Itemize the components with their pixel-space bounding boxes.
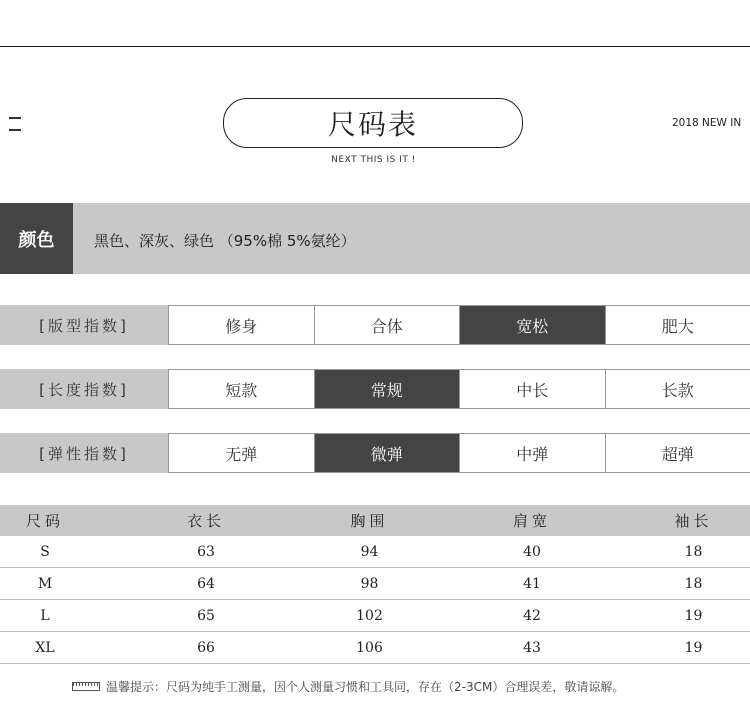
size-note-text: 温馨提示：尺码为纯手工测量，因个人测量习惯和工具同，存在（2-3CM）合理误差，敬请谅解。 — [106, 680, 625, 694]
ruler-icon — [72, 682, 100, 691]
cell-chest: 98 — [360, 575, 379, 592]
cell-shoulder: 42 — [523, 607, 541, 624]
cell-shoulder: 41 — [523, 575, 541, 592]
option-no-stretch: 无弹 — [225, 444, 258, 464]
header-sleeve: 袖长 — [674, 512, 713, 530]
top-divider — [0, 46, 750, 47]
cell-shoulder: 40 — [523, 543, 541, 560]
table-row — [0, 568, 750, 600]
cell-size: S — [40, 543, 50, 560]
page-subtitle: NEXT THIS IS IT ! — [331, 155, 416, 165]
option-slim: 修身 — [225, 316, 258, 336]
table-row — [0, 632, 750, 664]
color-label-text: 颜色 — [18, 229, 55, 251]
size-table-header — [0, 505, 750, 536]
cell-length: 65 — [197, 607, 215, 624]
cell-size: XL — [35, 639, 55, 656]
header-chest: 胸围 — [350, 512, 389, 530]
cell-chest: 94 — [360, 543, 379, 560]
option-regular-fit: 合体 — [314, 306, 460, 344]
index-label-stretch: [弹性指数] — [0, 433, 168, 473]
table-row — [0, 600, 750, 632]
cell-sleeve: 18 — [684, 543, 703, 560]
table-row — [0, 536, 750, 568]
size-note — [72, 678, 624, 695]
cell-length: 63 — [197, 543, 215, 560]
option-slight-stretch: 微弹 — [314, 434, 460, 472]
page-title — [223, 98, 523, 148]
option-standard-length: 常规 — [314, 370, 460, 408]
option-short: 短款 — [225, 380, 258, 400]
size-table — [0, 505, 750, 664]
cell-sleeve: 19 — [684, 607, 703, 624]
color-label — [0, 203, 73, 274]
new-in-badge: 2018 NEW IN — [672, 117, 742, 129]
menu-mark-icon — [9, 117, 21, 131]
index-options-length — [168, 369, 750, 409]
cell-length: 64 — [197, 575, 215, 592]
cell-length: 66 — [197, 639, 215, 656]
cell-sleeve: 19 — [684, 639, 703, 656]
option-mid-length: 中长 — [459, 370, 605, 408]
cell-shoulder: 43 — [523, 639, 541, 656]
index-row-fit — [0, 305, 750, 345]
cell-chest: 102 — [356, 607, 383, 624]
color-value: 黑色、深灰、绿色 （95%棉 5%氨纶） — [94, 232, 356, 250]
header-length: 衣长 — [186, 512, 225, 530]
cell-chest: 106 — [356, 639, 383, 656]
option-high-stretch: 超弹 — [605, 434, 750, 472]
header-size: 尺码 — [26, 512, 65, 530]
cell-sleeve: 18 — [684, 575, 703, 592]
index-label-fit: [版型指数] — [0, 305, 168, 345]
cell-size: L — [40, 607, 50, 624]
index-options-fit — [168, 305, 750, 345]
cell-size: M — [37, 575, 53, 592]
option-long: 长款 — [605, 370, 750, 408]
option-loose: 宽松 — [459, 306, 605, 344]
page-title-text: 尺码表 — [327, 108, 418, 141]
option-medium-stretch: 中弹 — [459, 434, 605, 472]
option-oversize: 肥大 — [605, 306, 750, 344]
index-options-stretch — [168, 433, 750, 473]
index-label-length: [长度指数] — [0, 369, 168, 409]
index-row-stretch — [0, 433, 750, 473]
header-shoulder: 肩宽 — [512, 512, 551, 530]
index-row-length — [0, 369, 750, 409]
